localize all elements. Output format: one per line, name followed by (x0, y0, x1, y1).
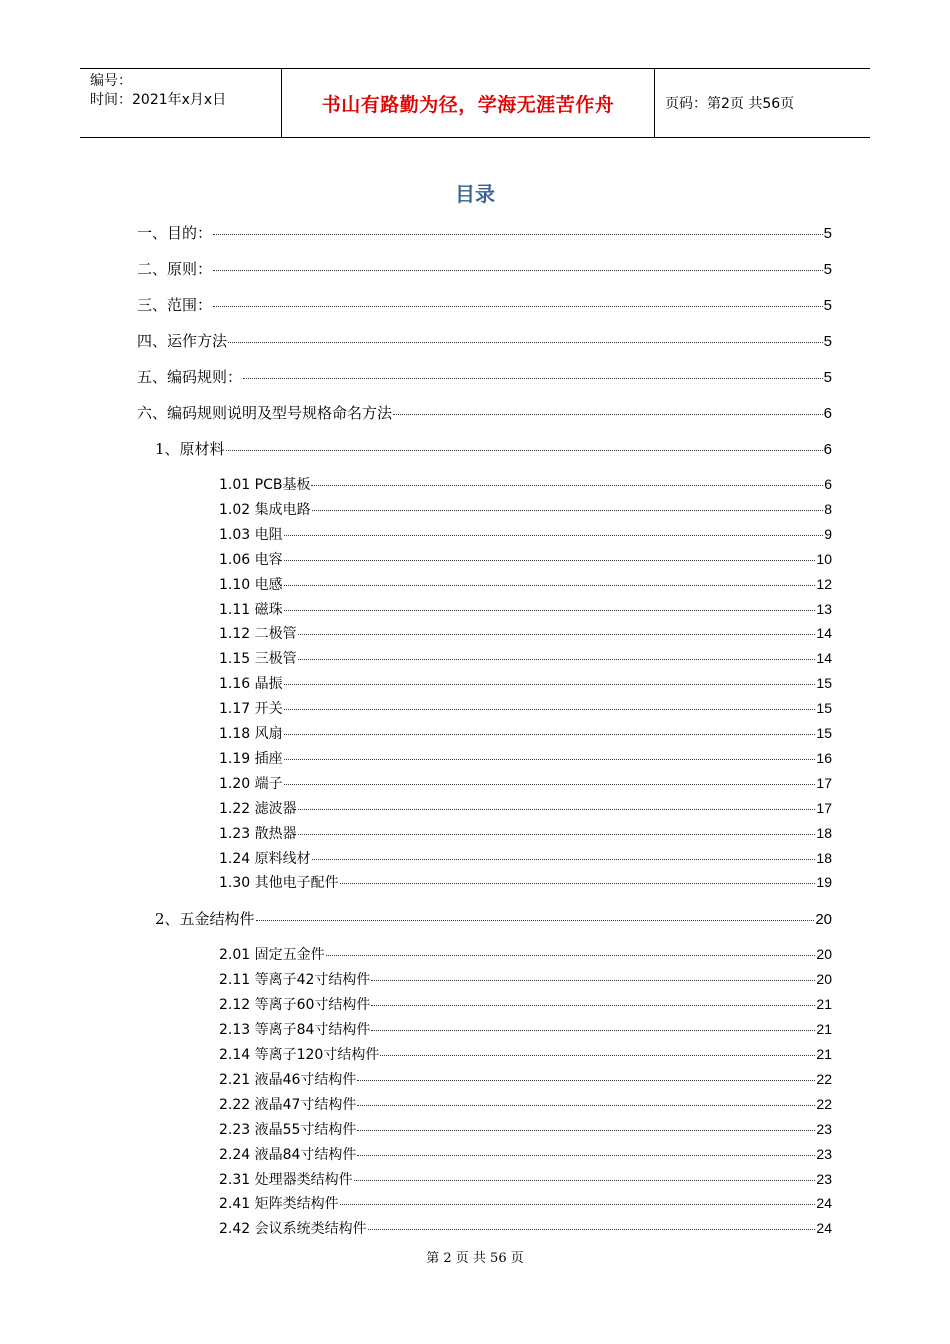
toc-entry[interactable] (219, 1019, 832, 1039)
toc-entry-page: 5 (823, 369, 832, 386)
toc-leader-dots (326, 955, 816, 956)
toc-entry[interactable] (219, 1119, 832, 1139)
toc-entry[interactable] (219, 823, 832, 843)
toc-entry[interactable] (219, 1193, 832, 1213)
toc-entry[interactable] (155, 908, 832, 929)
toc-entry[interactable] (219, 969, 832, 989)
toc-entry[interactable] (219, 549, 832, 569)
toc-entry-label: 一、目的： (137, 224, 213, 242)
toc-entry[interactable] (155, 438, 832, 459)
toc-leader-dots (226, 450, 823, 451)
toc-entry-page: 21 (816, 1046, 832, 1062)
toc-entry-label: 2.24 液晶84寸结构件 (219, 1146, 357, 1163)
toc-leader-dots (357, 1155, 815, 1156)
toc-leader-dots (312, 859, 816, 860)
toc-entry-label: 2.42 会议系统类结构件 (219, 1221, 367, 1238)
toc-leader-dots (298, 834, 816, 835)
toc-entry-label: 六、编码规则说明及型号规格命名方法 (137, 404, 393, 422)
toc-entry-page: 20 (816, 971, 832, 988)
toc-entry[interactable] (219, 499, 832, 519)
toc-entry-label: 1.16 晶振 (219, 676, 283, 693)
header-left-cell (80, 69, 282, 137)
toc-entry[interactable] (219, 773, 832, 793)
toc-entry-label: 2.41 矩阵类结构件 (219, 1196, 339, 1213)
toc-entry[interactable] (219, 1169, 832, 1189)
toc-leader-dots (371, 1005, 815, 1006)
toc-entry-page: 23 (816, 1145, 832, 1162)
toc-leader-dots (368, 1229, 816, 1230)
toc-entry[interactable] (137, 294, 832, 315)
toc-entry-label: 2.21 液晶46寸结构件 (219, 1071, 357, 1088)
toc-entry-label: 2.22 液晶47寸结构件 (219, 1096, 357, 1113)
toc-entry-label: 1.24 原料线材 (219, 850, 311, 867)
toc-entry-page: 17 (816, 799, 832, 816)
toc-entry-label: 五、编码规则： (137, 368, 243, 386)
toc-entry-page: 5 (823, 261, 832, 278)
toc-entry-page: 17 (816, 774, 832, 791)
toc-entry-page: 20 (815, 911, 832, 929)
toc-entry-label: 二、原则： (137, 260, 213, 278)
toc-entry[interactable] (219, 599, 832, 619)
toc-entry[interactable] (219, 574, 832, 594)
toc-entry[interactable] (219, 944, 832, 964)
toc-leader-dots (371, 980, 815, 981)
toc-entry-page: 24 (816, 1195, 832, 1212)
toc-leader-dots (284, 709, 816, 710)
toc-entry-label: 1.22 滤波器 (219, 800, 297, 817)
toc-entry-page: 13 (816, 600, 832, 617)
toc-leader-dots (213, 270, 823, 271)
toc-leader-dots (393, 414, 823, 415)
toc-leader-dots (284, 784, 816, 785)
toc-entry-page: 15 (816, 700, 832, 717)
toc-entry-page: 10 (816, 550, 832, 567)
toc-entry-label: 1、原材料 (155, 440, 225, 458)
toc-leader-dots (312, 510, 824, 511)
toc-leader-dots (340, 883, 816, 884)
toc-entry-page: 6 (823, 441, 832, 458)
toc-entry-label: 2.13 等离子84寸结构件 (219, 1022, 371, 1039)
toc-leader-dots (284, 535, 824, 536)
toc-entry-page: 22 (816, 1070, 832, 1087)
toc-leader-dots (284, 759, 816, 760)
toc-entry-label: 1.19 插座 (219, 750, 283, 767)
toc-leader-dots (213, 234, 823, 235)
toc-entry[interactable] (219, 698, 832, 718)
toc-entry[interactable] (219, 673, 832, 693)
toc-entry-page: 5 (823, 333, 832, 350)
toc-entry-label: 1.10 电感 (219, 576, 283, 593)
toc-entry-page: 9 (824, 525, 832, 542)
toc-entry[interactable] (219, 648, 832, 668)
toc-entry[interactable] (219, 994, 832, 1014)
toc-entry[interactable] (219, 474, 832, 494)
toc-entry-page: 6 (824, 476, 832, 492)
toc-leader-dots (371, 1030, 815, 1031)
toc-leader-dots (228, 342, 823, 343)
toc-entry-label: 2.14 等离子120寸结构件 (219, 1047, 380, 1063)
toc-entry-page: 21 (816, 996, 832, 1013)
toc-entry-page: 8 (824, 500, 832, 517)
toc-entry-page: 16 (816, 749, 832, 766)
toc-entry[interactable] (137, 330, 832, 351)
toc-entry-label: 1.02 集成电路 (219, 501, 311, 518)
toc-entry-label: 四、运作方法 (137, 332, 228, 350)
toc-entry-page: 15 (816, 675, 832, 692)
toc-leader-dots (213, 306, 823, 307)
toc-entry-page: 6 (823, 405, 832, 422)
toc-entry-label: 1.17 开关 (219, 701, 283, 718)
toc-leader-dots (380, 1055, 815, 1056)
toc-leader-dots (298, 634, 816, 635)
toc-entry-label: 1.23 散热器 (219, 825, 297, 842)
toc-entry-label: 1.03 电阻 (219, 526, 283, 543)
toc-entry-label: 三、范围： (137, 296, 213, 314)
toc-entry[interactable] (219, 1094, 832, 1114)
toc-entry-page: 22 (816, 1095, 832, 1112)
toc-entry-page: 21 (816, 1021, 832, 1038)
toc-entry-label: 1.18 风扇 (219, 726, 283, 742)
toc-entry-page: 20 (816, 946, 832, 963)
toc-entry[interactable] (137, 402, 832, 423)
toc-leader-dots (256, 920, 815, 921)
toc-leader-dots (284, 610, 816, 611)
toc-entry-page: 5 (823, 225, 832, 242)
toc-entry[interactable] (219, 748, 832, 768)
toc-leader-dots (357, 1080, 815, 1081)
toc-leader-dots (354, 1180, 816, 1181)
toc-entry-page: 23 (816, 1120, 832, 1137)
toc-leader-dots (298, 809, 816, 810)
toc-leader-dots (284, 734, 816, 735)
toc-entry-page: 14 (816, 625, 832, 642)
toc-leader-dots (357, 1130, 815, 1131)
toc-leader-dots (284, 684, 816, 685)
toc-entry-label: 1.01 PCB基板 (219, 477, 311, 493)
toc-entry[interactable] (137, 258, 832, 279)
toc-entry-label: 1.06 电容 (219, 551, 283, 568)
toc-entry[interactable] (219, 1218, 832, 1238)
toc-entry-page: 23 (816, 1170, 832, 1187)
toc-entry-page: 14 (816, 650, 832, 667)
toc-entry[interactable] (137, 222, 832, 243)
toc-entry-label: 2.23 液晶55寸结构件 (219, 1121, 357, 1138)
toc-entry[interactable] (219, 1144, 832, 1164)
toc-leader-dots (284, 585, 816, 586)
toc-entry-page: 19 (816, 874, 832, 891)
toc-entry-label: 2.11 等离子42寸结构件 (219, 972, 371, 989)
toc-leader-dots (298, 659, 816, 660)
toc-entry-label: 1.12 二极管 (219, 626, 297, 643)
toc-entry[interactable] (219, 1044, 832, 1064)
toc-leader-dots (284, 560, 816, 561)
page-header-table (80, 68, 870, 138)
toc-entry[interactable] (219, 872, 832, 892)
toc-entry-label: 1.15 三极管 (219, 651, 297, 668)
toc-entry[interactable] (219, 848, 832, 868)
toc-entry-page: 18 (816, 849, 832, 866)
toc-leader-dots (340, 1204, 816, 1205)
toc-entry-page: 5 (823, 297, 832, 314)
toc-entry[interactable] (219, 723, 832, 743)
toc-leader-dots (357, 1105, 815, 1106)
toc-entry-label: 2.12 等离子60寸结构件 (219, 997, 371, 1014)
toc-entry[interactable] (219, 798, 832, 818)
toc-entry-page: 12 (816, 575, 832, 592)
toc-entry-page: 15 (816, 725, 832, 741)
toc-entry-label: 1.20 端子 (219, 775, 283, 792)
time-label: 时间：2021年x月x日 (90, 92, 227, 108)
code-label: 编号： (90, 73, 132, 89)
toc-entry-label: 2.01 固定五金件 (219, 947, 325, 964)
header-page-info: 页码：第2页 共56页 (665, 96, 795, 112)
toc-leader-dots (311, 485, 823, 486)
header-motto: 书山有路勤为径，学海无涯苦作舟 (282, 69, 655, 137)
page-title: 目录 (455, 182, 495, 206)
toc-entry-label: 2.31 处理器类结构件 (219, 1171, 353, 1188)
toc-entry[interactable] (219, 524, 832, 544)
toc-entry[interactable] (219, 623, 832, 643)
page-footer: 第 2 页 共 56 页 (426, 1251, 524, 1266)
toc-entry-label: 2、五金结构件 (155, 910, 255, 929)
toc-leader-dots (243, 378, 823, 379)
toc-entry-page: 18 (816, 824, 832, 841)
toc-entry-page: 24 (816, 1220, 832, 1237)
toc-entry[interactable] (219, 1069, 832, 1089)
toc-entry-label: 1.11 磁珠 (219, 601, 283, 618)
toc-entry-label: 1.30 其他电子配件 (219, 875, 339, 892)
toc-entry[interactable] (137, 366, 832, 387)
